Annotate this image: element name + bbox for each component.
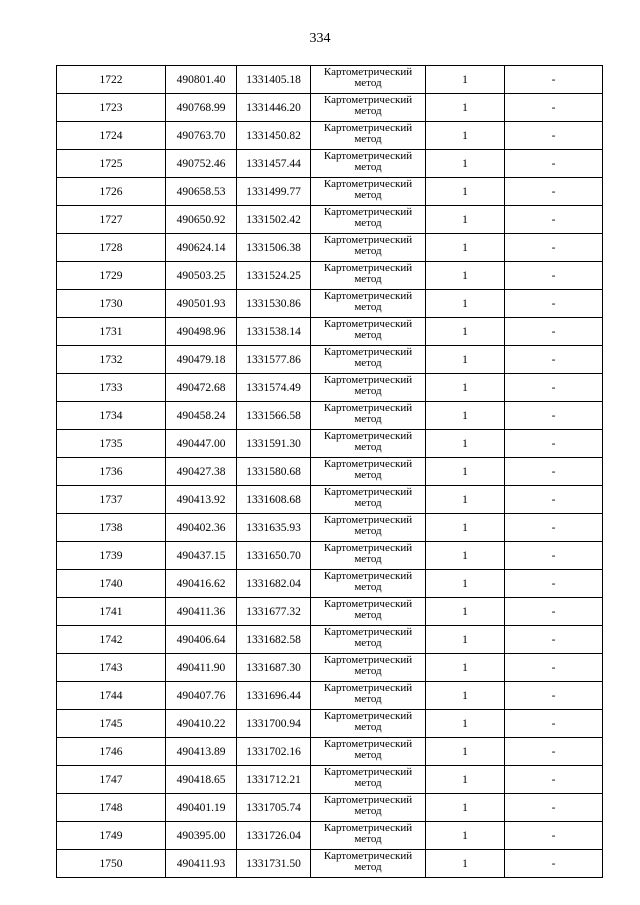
note-cell: -: [505, 430, 603, 458]
y-coordinate-cell: 1331450.82: [237, 122, 311, 150]
point-number-cell: 1749: [57, 822, 166, 850]
note-cell: -: [505, 458, 603, 486]
note-cell: -: [505, 66, 603, 94]
method-cell: [311, 66, 426, 94]
method-line-2: метод: [354, 497, 382, 509]
note-cell: -: [505, 290, 603, 318]
method-line-1: Картометрический: [323, 682, 413, 694]
method-cell: [311, 178, 426, 206]
note-cell: -: [505, 738, 603, 766]
x-coordinate-cell: 490418.65: [166, 766, 237, 794]
point-number-cell: 1742: [57, 626, 166, 654]
point-number-cell: 1740: [57, 570, 166, 598]
note-cell: -: [505, 94, 603, 122]
y-coordinate-cell: 1331574.49: [237, 374, 311, 402]
method-cell: [311, 822, 426, 850]
method-line-1: Картометрический: [323, 122, 413, 134]
y-coordinate-cell: 1331726.04: [237, 822, 311, 850]
table-row: [57, 486, 603, 514]
table-row: [57, 738, 603, 766]
method-line-2: метод: [354, 637, 382, 649]
method-line-2: метод: [354, 301, 382, 313]
point-number-cell: 1738: [57, 514, 166, 542]
method-line-1: Картометрический: [323, 794, 413, 806]
method-line-2: метод: [354, 329, 382, 341]
note-cell: -: [505, 626, 603, 654]
table-row: [57, 794, 603, 822]
x-coordinate-cell: 490472.68: [166, 374, 237, 402]
accuracy-cell: 1: [426, 66, 505, 94]
method-line-1: Картометрический: [323, 402, 413, 414]
note-cell: -: [505, 710, 603, 738]
note-cell: -: [505, 178, 603, 206]
method-line-2: метод: [354, 413, 382, 425]
method-cell: [311, 850, 426, 878]
note-cell: -: [505, 682, 603, 710]
accuracy-cell: 1: [426, 514, 505, 542]
page-number: 334: [309, 31, 331, 46]
method-cell: [311, 794, 426, 822]
note-cell: -: [505, 402, 603, 430]
note-cell: -: [505, 122, 603, 150]
x-coordinate-cell: 490768.99: [166, 94, 237, 122]
method-cell: [311, 570, 426, 598]
y-coordinate-cell: 1331577.86: [237, 346, 311, 374]
method-line-1: Картометрический: [323, 346, 413, 358]
point-number-cell: 1734: [57, 402, 166, 430]
y-coordinate-cell: 1331405.18: [237, 66, 311, 94]
method-line-2: метод: [354, 217, 382, 229]
method-line-1: Картометрический: [323, 178, 413, 190]
point-number-cell: 1725: [57, 150, 166, 178]
table-row: [57, 514, 603, 542]
method-line-1: Картометрический: [323, 710, 413, 722]
method-cell: [311, 738, 426, 766]
accuracy-cell: 1: [426, 150, 505, 178]
accuracy-cell: 1: [426, 262, 505, 290]
x-coordinate-cell: 490801.40: [166, 66, 237, 94]
y-coordinate-cell: 1331731.50: [237, 850, 311, 878]
method-line-2: метод: [354, 833, 382, 845]
method-line-1: Картометрический: [323, 822, 413, 834]
method-cell: [311, 710, 426, 738]
method-cell: [311, 122, 426, 150]
method-cell: [311, 318, 426, 346]
accuracy-cell: 1: [426, 234, 505, 262]
point-number-cell: 1732: [57, 346, 166, 374]
point-number-cell: 1728: [57, 234, 166, 262]
table-row: [57, 122, 603, 150]
method-line-1: Картометрический: [323, 374, 413, 386]
table-row: [57, 234, 603, 262]
x-coordinate-cell: 490402.36: [166, 514, 237, 542]
method-cell: [311, 402, 426, 430]
y-coordinate-cell: 1331682.04: [237, 570, 311, 598]
note-cell: -: [505, 234, 603, 262]
point-number-cell: 1744: [57, 682, 166, 710]
note-cell: -: [505, 822, 603, 850]
method-cell: [311, 374, 426, 402]
y-coordinate-cell: 1331608.68: [237, 486, 311, 514]
method-line-2: метод: [354, 77, 382, 89]
accuracy-cell: 1: [426, 766, 505, 794]
y-coordinate-cell: 1331677.32: [237, 598, 311, 626]
method-line-2: метод: [354, 749, 382, 761]
method-line-1: Картометрический: [323, 738, 413, 750]
point-number-cell: 1747: [57, 766, 166, 794]
table-row: [57, 262, 603, 290]
point-number-cell: 1723: [57, 94, 166, 122]
accuracy-cell: 1: [426, 850, 505, 878]
note-cell: -: [505, 486, 603, 514]
x-coordinate-cell: 490624.14: [166, 234, 237, 262]
method-line-1: Картометрический: [323, 626, 413, 638]
y-coordinate-cell: 1331566.58: [237, 402, 311, 430]
point-number-cell: 1739: [57, 542, 166, 570]
method-line-1: Картометрический: [323, 486, 413, 498]
method-line-2: метод: [354, 189, 382, 201]
y-coordinate-cell: 1331446.20: [237, 94, 311, 122]
y-coordinate-cell: 1331538.14: [237, 318, 311, 346]
table-row: [57, 150, 603, 178]
point-number-cell: 1727: [57, 206, 166, 234]
method-line-2: метод: [354, 609, 382, 621]
method-line-2: метод: [354, 721, 382, 733]
method-cell: [311, 542, 426, 570]
method-cell: [311, 430, 426, 458]
method-line-1: Картометрический: [323, 598, 413, 610]
y-coordinate-cell: 1331682.58: [237, 626, 311, 654]
accuracy-cell: 1: [426, 458, 505, 486]
method-cell: [311, 682, 426, 710]
method-line-2: метод: [354, 441, 382, 453]
note-cell: -: [505, 318, 603, 346]
method-cell: [311, 654, 426, 682]
method-line-2: метод: [354, 777, 382, 789]
table-row: [57, 850, 603, 878]
x-coordinate-cell: 490658.53: [166, 178, 237, 206]
y-coordinate-cell: 1331530.86: [237, 290, 311, 318]
method-cell: [311, 514, 426, 542]
table-row: [57, 542, 603, 570]
point-number-cell: 1726: [57, 178, 166, 206]
note-cell: -: [505, 206, 603, 234]
method-cell: [311, 206, 426, 234]
x-coordinate-cell: 490410.22: [166, 710, 237, 738]
accuracy-cell: 1: [426, 710, 505, 738]
x-coordinate-cell: 490458.24: [166, 402, 237, 430]
x-coordinate-cell: 490411.93: [166, 850, 237, 878]
table-row: [57, 206, 603, 234]
method-line-1: Картометрический: [323, 94, 413, 106]
table-row: [57, 598, 603, 626]
y-coordinate-cell: 1331712.21: [237, 766, 311, 794]
method-line-2: метод: [354, 357, 382, 369]
x-coordinate-cell: 490503.25: [166, 262, 237, 290]
accuracy-cell: 1: [426, 122, 505, 150]
x-coordinate-cell: 490406.64: [166, 626, 237, 654]
method-line-1: Картометрический: [323, 318, 413, 330]
note-cell: -: [505, 542, 603, 570]
x-coordinate-cell: 490416.62: [166, 570, 237, 598]
note-cell: -: [505, 514, 603, 542]
table-row: [57, 66, 603, 94]
method-line-2: метод: [354, 273, 382, 285]
y-coordinate-cell: 1331700.94: [237, 710, 311, 738]
method-line-1: Картометрический: [323, 234, 413, 246]
accuracy-cell: 1: [426, 346, 505, 374]
method-line-2: метод: [354, 245, 382, 257]
method-cell: [311, 598, 426, 626]
y-coordinate-cell: 1331502.42: [237, 206, 311, 234]
accuracy-cell: 1: [426, 542, 505, 570]
point-number-cell: 1746: [57, 738, 166, 766]
table-row: [57, 346, 603, 374]
y-coordinate-cell: 1331506.38: [237, 234, 311, 262]
method-cell: [311, 150, 426, 178]
method-line-2: метод: [354, 385, 382, 397]
method-line-2: метод: [354, 161, 382, 173]
accuracy-cell: 1: [426, 318, 505, 346]
coordinates-table: [56, 65, 603, 878]
x-coordinate-cell: 490411.90: [166, 654, 237, 682]
x-coordinate-cell: 490413.89: [166, 738, 237, 766]
x-coordinate-cell: 490447.00: [166, 430, 237, 458]
table-row: [57, 682, 603, 710]
accuracy-cell: 1: [426, 626, 505, 654]
method-line-1: Картометрический: [323, 654, 413, 666]
accuracy-cell: 1: [426, 430, 505, 458]
y-coordinate-cell: 1331499.77: [237, 178, 311, 206]
method-line-1: Картометрический: [323, 430, 413, 442]
x-coordinate-cell: 490407.76: [166, 682, 237, 710]
x-coordinate-cell: 490427.38: [166, 458, 237, 486]
method-cell: [311, 290, 426, 318]
table-row: [57, 430, 603, 458]
note-cell: -: [505, 150, 603, 178]
y-coordinate-cell: 1331705.74: [237, 794, 311, 822]
method-line-2: метод: [354, 693, 382, 705]
y-coordinate-cell: 1331650.70: [237, 542, 311, 570]
method-line-1: Картометрический: [323, 514, 413, 526]
method-line-1: Картометрический: [323, 850, 413, 862]
method-line-1: Картометрический: [323, 542, 413, 554]
accuracy-cell: 1: [426, 486, 505, 514]
x-coordinate-cell: 490763.70: [166, 122, 237, 150]
y-coordinate-cell: 1331635.93: [237, 514, 311, 542]
accuracy-cell: 1: [426, 94, 505, 122]
accuracy-cell: 1: [426, 402, 505, 430]
method-cell: [311, 766, 426, 794]
point-number-cell: 1729: [57, 262, 166, 290]
method-cell: [311, 626, 426, 654]
y-coordinate-cell: 1331457.44: [237, 150, 311, 178]
coordinates-table-body: [57, 66, 603, 878]
y-coordinate-cell: 1331702.16: [237, 738, 311, 766]
method-line-2: метод: [354, 105, 382, 117]
method-line-2: метод: [354, 133, 382, 145]
method-cell: [311, 486, 426, 514]
table-row: [57, 94, 603, 122]
table-row: [57, 178, 603, 206]
point-number-cell: 1730: [57, 290, 166, 318]
accuracy-cell: 1: [426, 598, 505, 626]
y-coordinate-cell: 1331524.25: [237, 262, 311, 290]
table-row: [57, 822, 603, 850]
x-coordinate-cell: 490411.36: [166, 598, 237, 626]
note-cell: -: [505, 654, 603, 682]
method-line-1: Картометрический: [323, 66, 413, 78]
method-line-1: Картометрический: [323, 290, 413, 302]
method-line-1: Картометрический: [323, 262, 413, 274]
method-line-1: Картометрический: [323, 458, 413, 470]
note-cell: -: [505, 262, 603, 290]
method-cell: [311, 94, 426, 122]
note-cell: -: [505, 570, 603, 598]
point-number-cell: 1748: [57, 794, 166, 822]
method-line-2: метод: [354, 805, 382, 817]
x-coordinate-cell: 490650.92: [166, 206, 237, 234]
method-line-2: метод: [354, 581, 382, 593]
table-row: [57, 458, 603, 486]
accuracy-cell: 1: [426, 570, 505, 598]
note-cell: -: [505, 794, 603, 822]
method-cell: [311, 346, 426, 374]
method-cell: [311, 234, 426, 262]
accuracy-cell: 1: [426, 794, 505, 822]
table-row: [57, 766, 603, 794]
y-coordinate-cell: 1331580.68: [237, 458, 311, 486]
point-number-cell: 1750: [57, 850, 166, 878]
accuracy-cell: 1: [426, 290, 505, 318]
point-number-cell: 1735: [57, 430, 166, 458]
x-coordinate-cell: 490752.46: [166, 150, 237, 178]
table-row: [57, 402, 603, 430]
method-line-1: Картометрический: [323, 206, 413, 218]
x-coordinate-cell: 490479.18: [166, 346, 237, 374]
method-cell: [311, 262, 426, 290]
accuracy-cell: 1: [426, 822, 505, 850]
point-number-cell: 1722: [57, 66, 166, 94]
note-cell: -: [505, 346, 603, 374]
accuracy-cell: 1: [426, 374, 505, 402]
accuracy-cell: 1: [426, 738, 505, 766]
x-coordinate-cell: 490401.19: [166, 794, 237, 822]
method-line-1: Картометрический: [323, 150, 413, 162]
table-row: [57, 290, 603, 318]
note-cell: -: [505, 598, 603, 626]
y-coordinate-cell: 1331696.44: [237, 682, 311, 710]
table-row: [57, 626, 603, 654]
method-cell: [311, 458, 426, 486]
method-line-1: Картометрический: [323, 766, 413, 778]
note-cell: -: [505, 850, 603, 878]
accuracy-cell: 1: [426, 206, 505, 234]
point-number-cell: 1745: [57, 710, 166, 738]
method-line-2: метод: [354, 469, 382, 481]
table-row: [57, 374, 603, 402]
method-line-2: метод: [354, 861, 382, 873]
x-coordinate-cell: 490395.00: [166, 822, 237, 850]
point-number-cell: 1724: [57, 122, 166, 150]
x-coordinate-cell: 490498.96: [166, 318, 237, 346]
table-row: [57, 654, 603, 682]
point-number-cell: 1733: [57, 374, 166, 402]
table-row: [57, 570, 603, 598]
x-coordinate-cell: 490437.15: [166, 542, 237, 570]
method-line-1: Картометрический: [323, 570, 413, 582]
method-line-2: метод: [354, 665, 382, 677]
x-coordinate-cell: 490501.93: [166, 290, 237, 318]
table-row: [57, 318, 603, 346]
table-row: [57, 710, 603, 738]
y-coordinate-cell: 1331687.30: [237, 654, 311, 682]
accuracy-cell: 1: [426, 654, 505, 682]
accuracy-cell: 1: [426, 682, 505, 710]
y-coordinate-cell: 1331591.30: [237, 430, 311, 458]
point-number-cell: 1737: [57, 486, 166, 514]
point-number-cell: 1736: [57, 458, 166, 486]
point-number-cell: 1731: [57, 318, 166, 346]
x-coordinate-cell: 490413.92: [166, 486, 237, 514]
accuracy-cell: 1: [426, 178, 505, 206]
note-cell: -: [505, 766, 603, 794]
point-number-cell: 1743: [57, 654, 166, 682]
note-cell: -: [505, 374, 603, 402]
method-line-2: метод: [354, 553, 382, 565]
point-number-cell: 1741: [57, 598, 166, 626]
method-line-2: метод: [354, 525, 382, 537]
